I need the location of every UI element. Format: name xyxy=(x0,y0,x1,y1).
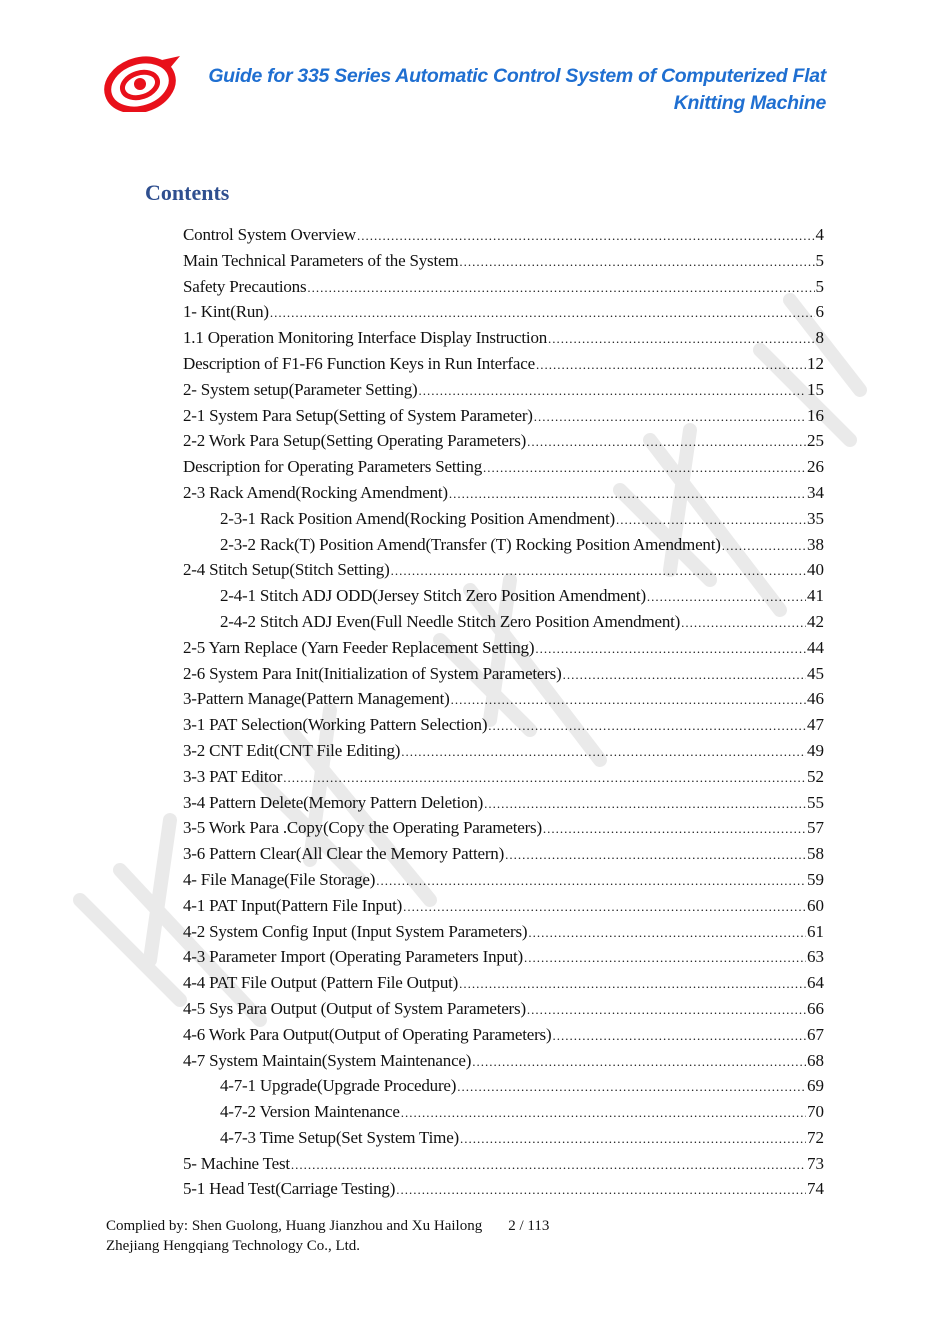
toc-dot-leader xyxy=(449,480,806,507)
toc-entry[interactable] xyxy=(183,222,824,248)
toc-dot-leader xyxy=(681,609,806,636)
toc-entry[interactable] xyxy=(183,377,824,403)
toc-entry-page-number: 57 xyxy=(807,818,824,838)
table-of-contents xyxy=(183,222,824,1202)
toc-entry-page-number: 6 xyxy=(815,302,824,322)
toc-entry-title: Main Technical Parameters of the System xyxy=(183,250,459,270)
toc-entry-page-number: 25 xyxy=(807,431,824,451)
toc-dot-leader xyxy=(307,274,814,301)
toc-entry-title: 2-4-1 Stitch ADJ ODD(Jersey Stitch Zero Position Amendment) xyxy=(220,586,646,606)
toc-entry[interactable] xyxy=(183,944,824,970)
toc-entry[interactable] xyxy=(183,686,824,712)
toc-entry-page-number: 12 xyxy=(807,353,824,373)
toc-entry-page-number: 16 xyxy=(807,405,824,425)
toc-entry[interactable] xyxy=(183,609,824,635)
toc-entry-title: 4-7-3 Time Setup(Set System Time) xyxy=(220,1127,459,1147)
toc-entry[interactable] xyxy=(183,248,824,274)
toc-entry[interactable] xyxy=(183,1022,824,1048)
toc-entry[interactable] xyxy=(183,970,824,996)
toc-entry-page-number: 64 xyxy=(807,973,824,993)
toc-entry-page-number: 73 xyxy=(807,1153,824,1173)
toc-entry-title: 5- Machine Test xyxy=(183,1153,290,1173)
toc-dot-leader xyxy=(376,867,806,894)
toc-dot-leader xyxy=(563,661,806,688)
toc-entry[interactable] xyxy=(183,557,824,583)
toc-entry[interactable] xyxy=(183,790,824,816)
toc-dot-leader xyxy=(528,919,806,946)
toc-entry[interactable] xyxy=(183,532,824,558)
toc-dot-leader xyxy=(403,893,806,920)
toc-entry-title: 2-2 Work Para Setup(Setting Operating Parameters) xyxy=(183,431,527,451)
toc-dot-leader xyxy=(457,1073,806,1100)
toc-entry-page-number: 38 xyxy=(807,534,824,554)
toc-entry[interactable] xyxy=(183,1099,824,1125)
toc-entry[interactable] xyxy=(183,893,824,919)
toc-entry-title: 5-1 Head Test(Carriage Testing) xyxy=(183,1179,396,1199)
toc-entry[interactable] xyxy=(183,738,824,764)
toc-entry-page-number: 61 xyxy=(807,921,824,941)
toc-dot-leader xyxy=(391,557,806,584)
toc-entry-page-number: 45 xyxy=(807,663,824,683)
toc-dot-leader xyxy=(451,686,806,713)
toc-entry-page-number: 35 xyxy=(807,508,824,528)
toc-dot-leader xyxy=(505,841,806,868)
toc-entry-title: 2-3-1 Rack Position Amend(Rocking Position Amendment) xyxy=(220,508,616,528)
toc-dot-leader xyxy=(459,970,806,997)
toc-entry-page-number: 60 xyxy=(807,895,824,915)
toc-entry-title: 4- File Manage(File Storage) xyxy=(183,869,376,889)
document-header-title xyxy=(126,63,826,117)
toc-entry-title: 4-3 Parameter Import (Operating Parameters Input) xyxy=(183,947,523,967)
toc-entry-title: 1- Kint(Run) xyxy=(183,302,269,322)
toc-entry-page-number: 5 xyxy=(815,276,824,296)
toc-entry-page-number: 8 xyxy=(815,328,824,348)
toc-dot-leader xyxy=(472,1048,806,1075)
toc-entry-title: Description for Operating Parameters Setting xyxy=(183,457,483,477)
toc-entry-page-number: 49 xyxy=(807,740,824,760)
toc-entry-title: 3-4 Pattern Delete(Memory Pattern Deletion) xyxy=(183,792,484,812)
toc-dot-leader xyxy=(535,635,806,662)
toc-entry[interactable] xyxy=(183,299,824,325)
toc-entry[interactable] xyxy=(183,403,824,429)
toc-entry-page-number: 72 xyxy=(807,1127,824,1147)
toc-entry[interactable] xyxy=(183,635,824,661)
footer-company: Zhejiang Hengqiang Technology Co., Ltd. xyxy=(106,1238,361,1254)
toc-entry[interactable] xyxy=(183,351,824,377)
toc-entry-page-number: 68 xyxy=(807,1050,824,1070)
toc-entry-page-number: 40 xyxy=(807,560,824,580)
toc-dot-leader xyxy=(534,403,806,430)
toc-entry-page-number: 34 xyxy=(807,482,824,502)
toc-entry[interactable] xyxy=(183,841,824,867)
toc-entry-title: 3-Pattern Manage(Pattern Management) xyxy=(183,689,450,709)
toc-entry-title: Safety Precautions xyxy=(183,276,307,296)
toc-dot-leader xyxy=(543,815,806,842)
toc-entry[interactable] xyxy=(183,712,824,738)
toc-entry[interactable] xyxy=(183,274,824,300)
toc-dot-leader xyxy=(647,583,806,610)
toc-entry-title: 4-1 PAT Input(Pattern File Input) xyxy=(183,895,403,915)
toc-entry-page-number: 41 xyxy=(807,586,824,606)
toc-entry-title: 2-3 Rack Amend(Rocking Amendment) xyxy=(183,482,448,502)
toc-entry[interactable] xyxy=(183,506,824,532)
toc-entry-title: 3-1 PAT Selection(Working Pattern Selection) xyxy=(183,715,488,735)
toc-entry-title: 3-5 Work Para .Copy(Copy the Operating Parameters) xyxy=(183,818,542,838)
toc-entry-title: 4-7-2 Version Maintenance xyxy=(220,1102,400,1122)
toc-dot-leader xyxy=(460,1125,806,1152)
toc-entry-title: 4-7 System Maintain(System Maintenance) xyxy=(183,1050,472,1070)
toc-dot-leader xyxy=(552,1022,806,1049)
toc-entry[interactable] xyxy=(183,1176,824,1202)
toc-entry-page-number: 58 xyxy=(807,844,824,864)
header-title-line1: Guide for 335 Series Automatic Control System of Computerized Flat xyxy=(208,65,826,87)
toc-entry-page-number: 46 xyxy=(807,689,824,709)
toc-entry-title: 3-2 CNT Edit(CNT File Editing) xyxy=(183,740,401,760)
toc-entry-page-number: 74 xyxy=(807,1179,824,1199)
toc-dot-leader xyxy=(484,790,806,817)
toc-entry-page-number: 63 xyxy=(807,947,824,967)
toc-entry[interactable] xyxy=(183,815,824,841)
contents-heading: Contents xyxy=(145,180,230,205)
toc-entry-page-number: 44 xyxy=(807,637,824,657)
toc-entry-title: 4-6 Work Para Output(Output of Operating Parameters) xyxy=(183,1024,552,1044)
toc-entry-title: 2-1 System Para Setup(Setting of System Parameter) xyxy=(183,405,533,425)
toc-entry-title: Control System Overview xyxy=(183,225,356,244)
toc-entry-page-number: 5 xyxy=(815,250,824,270)
toc-entry-page-number: 52 xyxy=(807,766,824,786)
toc-dot-leader xyxy=(524,944,806,971)
toc-dot-leader xyxy=(291,1151,806,1178)
toc-entry[interactable] xyxy=(183,1125,824,1151)
toc-entry[interactable] xyxy=(183,428,824,454)
toc-entry-page-number: 42 xyxy=(807,611,824,631)
toc-dot-leader xyxy=(483,454,806,481)
toc-entry-page-number: 69 xyxy=(807,1076,824,1096)
toc-entry-title: Description of F1-F6 Function Keys in Run Interface xyxy=(183,353,535,373)
toc-dot-leader xyxy=(616,506,806,533)
toc-entry-page-number: 4 xyxy=(815,225,824,244)
toc-entry[interactable] xyxy=(183,325,824,351)
toc-entry-title: 4-5 Sys Para Output (Output of System Parameters) xyxy=(183,998,526,1018)
toc-dot-leader xyxy=(396,1176,806,1203)
toc-dot-leader xyxy=(401,738,806,765)
toc-dot-leader xyxy=(459,248,814,275)
toc-entry-title: 2-6 System Para Init(Initialization of System Parameters) xyxy=(183,663,562,683)
toc-dot-leader xyxy=(722,532,806,559)
toc-dot-leader xyxy=(527,428,806,455)
toc-dot-leader xyxy=(357,222,815,249)
toc-entry-page-number: 70 xyxy=(807,1102,824,1122)
toc-entry[interactable] xyxy=(183,583,824,609)
toc-entry-page-number: 66 xyxy=(807,998,824,1018)
toc-entry-page-number: 47 xyxy=(807,715,824,735)
toc-entry-title: 4-2 System Config Input (Input System Parameters) xyxy=(183,921,528,941)
toc-entry-title: 3-6 Pattern Clear(All Clear the Memory Pattern) xyxy=(183,844,505,864)
toc-entry-title: 2-4 Stitch Setup(Stitch Setting) xyxy=(183,560,390,580)
footer-compiled-by: Complied by: Shen Guolong, Huang Jianzhou and Xu Hailong xyxy=(106,1218,483,1234)
toc-entry[interactable] xyxy=(183,764,824,790)
toc-dot-leader xyxy=(401,1099,806,1126)
toc-entry-title: 2- System setup(Parameter Setting) xyxy=(183,379,418,399)
toc-entry-page-number: 15 xyxy=(807,379,824,399)
toc-dot-leader xyxy=(488,712,806,739)
toc-entry-page-number: 55 xyxy=(807,792,824,812)
toc-dot-leader xyxy=(536,351,806,378)
toc-entry-title: 4-4 PAT File Output (Pattern File Output) xyxy=(183,973,459,993)
toc-entry[interactable] xyxy=(183,1151,824,1177)
toc-dot-leader xyxy=(527,996,806,1023)
header-title-line2: Knitting Machine xyxy=(673,92,826,114)
toc-dot-leader xyxy=(548,325,814,352)
toc-entry[interactable] xyxy=(183,454,824,480)
toc-dot-leader xyxy=(418,377,806,404)
toc-entry-title: 1.1 Operation Monitoring Interface Display Instruction xyxy=(183,328,548,348)
page-footer xyxy=(106,1216,549,1256)
toc-entry-page-number: 67 xyxy=(807,1024,824,1044)
footer-page-indicator: 2 / 113 xyxy=(508,1218,550,1234)
toc-entry[interactable] xyxy=(183,919,824,945)
toc-entry[interactable] xyxy=(183,867,824,893)
toc-entry-page-number: 26 xyxy=(807,457,824,477)
toc-entry-page-number: 59 xyxy=(807,869,824,889)
toc-entry[interactable] xyxy=(183,661,824,687)
toc-entry-title: 2-5 Yarn Replace (Yarn Feeder Replacement Setting) xyxy=(183,637,535,657)
toc-entry[interactable] xyxy=(183,1048,824,1074)
toc-dot-leader xyxy=(270,299,815,326)
toc-entry-title: 2-3-2 Rack(T) Position Amend(Transfer (T) Rocking Position Amendment) xyxy=(220,534,721,554)
toc-dot-leader xyxy=(283,764,806,791)
toc-entry-title: 3-3 PAT Editor xyxy=(183,766,283,786)
toc-entry[interactable] xyxy=(183,1073,824,1099)
toc-entry[interactable] xyxy=(183,996,824,1022)
toc-entry-title: 4-7-1 Upgrade(Upgrade Procedure) xyxy=(220,1076,457,1096)
toc-entry[interactable] xyxy=(183,480,824,506)
toc-entry-title: 2-4-2 Stitch ADJ Even(Full Needle Stitch Zero Position Amendment) xyxy=(220,611,681,631)
